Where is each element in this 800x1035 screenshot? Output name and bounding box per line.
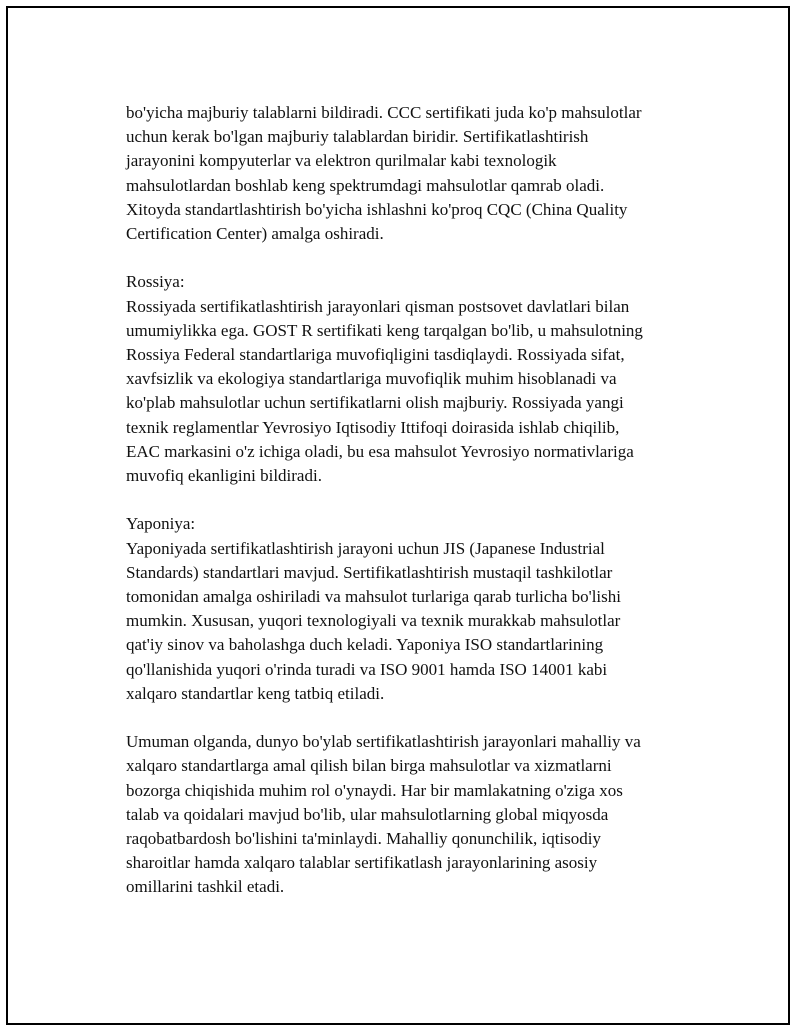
text-line: mumkin. Xususan, yuqori texnologiyali va texnik murakkab mahsulotlar [126, 611, 621, 631]
text-line: texnik reglamentlar Yevrosiyo Iqtisodiy Ittifoqi doirasida ishlab chiqilib, [126, 417, 620, 437]
text-line: Xitoyda standartlashtirish bo'yicha ishlashni ko'proq CQC (China Quality [126, 199, 628, 219]
paragraph-china-continued [126, 101, 691, 246]
text-line: qat'iy sinov va baholashga duch keladi. Yaponiya ISO standartlarining [126, 635, 604, 655]
text-line: uchun kerak bo'lgan majburiy talablardan biridir. Sertifikatlashtirish [126, 127, 589, 147]
text-line: muvofiq ekanligini bildiradi. [126, 466, 322, 486]
section-heading-japan: Yaponiya: [126, 514, 196, 534]
text-line: bo'yicha majburiy talablarni bildiradi. CCC sertifikati juda ko'p mahsulotlar [126, 103, 642, 122]
text-line: Umuman olganda, dunyo bo'ylab sertifikatlashtirish jarayonlari mahalliy va [126, 732, 641, 752]
text-line: EAC markasini o'z ichiga oladi, bu esa mahsulot Yevrosiyo normativlariga [126, 441, 634, 461]
text-line: sharoitlar hamda xalqaro talablar sertifikatlash jarayonlarining asosiy [126, 853, 598, 873]
text-line: bozorga chiqishida muhim rol o'ynaydi. Har bir mamlakatning o'ziga xos [126, 780, 623, 800]
text-line: Certification Center) amalga oshiradi. [126, 224, 384, 244]
text-line: ko'plab mahsulotlar uchun sertifikatlarni olish majburiy. Rossiyada yangi [126, 393, 624, 413]
paragraph-japan [126, 512, 691, 706]
text-line: mahsulotlardan boshlab keng spektrumdagi mahsulotlar qamrab oladi. [126, 175, 605, 195]
text-line: xalqaro standartlar keng tatbiq etiladi. [126, 683, 385, 703]
text-line: omillarini tashkil etadi. [126, 877, 285, 897]
text-line: umumiylikka ega. GOST R sertifikati keng tarqalgan bo'lib, u mahsulotning [126, 320, 643, 340]
text-line: talab va qoidalari mavjud bo'lib, ular mahsulotlarning global miqyosda [126, 804, 609, 824]
text-line: tomonidan amalga oshiriladi va mahsulot turlariga qarab turlicha bo'lishi [126, 587, 621, 607]
text-line: xavfsizlik va ekologiya standartlariga muvofiqlik muhim hisoblanadi va [126, 369, 617, 389]
paragraph-conclusion [126, 730, 691, 899]
text-line: jarayonini kompyuterlar va elektron qurilmalar kabi texnologik [126, 151, 557, 171]
text-line: Yaponiyada sertifikatlashtirish jarayoni uchun JIS (Japanese Industrial [126, 538, 605, 558]
text-line: raqobatbardosh bo'lishini ta'minlaydi. Mahalliy qonunchilik, iqtisodiy [126, 829, 601, 849]
text-line: Rossiya Federal standartlariga muvofiqligini tasdiqlaydi. Rossiyada sifat, [126, 345, 625, 365]
text-line: Standards) standartlari mavjud. Sertifikatlashtirish mustaqil tashkilotlar [126, 562, 613, 582]
text-line: xalqaro standartlarga amal qilish bilan birga mahsulotlar va xizmatlarni [126, 756, 612, 776]
text-line: Rossiyada sertifikatlashtirish jarayonlari qisman postsovet davlatlari bilan [126, 296, 630, 316]
text-line: qo'llanishida yuqori o'rinda turadi va ISO 9001 hamda ISO 14001 kabi [126, 659, 608, 679]
document-body [126, 101, 691, 924]
paragraph-russia [126, 270, 691, 488]
section-heading-russia: Rossiya: [126, 272, 185, 292]
page-frame [6, 6, 790, 1025]
